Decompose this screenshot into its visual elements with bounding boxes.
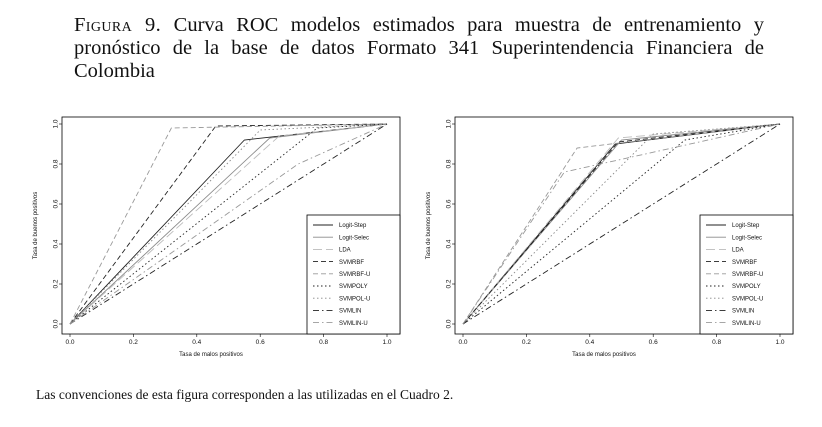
y-tick-label: 0.8 xyxy=(445,159,453,169)
y-tick-label: 0.6 xyxy=(52,199,60,209)
figure-caption-text: Curva ROC modelos estimados para muestra de entrenamiento y pronóstico de la base de datos Formato 341 Superintendencia Financiera de Colombia xyxy=(74,14,765,82)
legend-entry: LDA xyxy=(339,247,351,254)
x-axis-label: Tasa de malos positivos xyxy=(572,352,636,358)
legend-entry: LDA xyxy=(732,247,744,254)
x-tick-label: 0.6 xyxy=(648,339,658,346)
x-tick-label: 0.2 xyxy=(128,339,138,346)
y-tick-label: 0.4 xyxy=(445,239,453,249)
figure-caption xyxy=(74,14,764,83)
legend-entry: SVMPOL-U xyxy=(339,296,371,303)
legend-entry: SVMRBF-U xyxy=(732,272,764,278)
legend-entry: SVMPOL-U xyxy=(732,296,764,303)
legend-entry: SVMLIN-U xyxy=(339,320,368,327)
x-tick-label: 0.0 xyxy=(65,339,75,346)
legend-entry: Logit-Selec xyxy=(339,235,370,242)
legend-entry: SVMPOLY xyxy=(339,284,368,291)
x-axis-label: Tasa de malos positivos xyxy=(179,352,243,358)
y-tick-label: 0.0 xyxy=(445,319,453,329)
legend-entry: SVMLIN xyxy=(339,308,362,315)
x-tick-label: 0.2 xyxy=(521,339,531,346)
x-tick-label: 0.4 xyxy=(192,339,202,346)
y-tick-label: 1.0 xyxy=(445,119,453,129)
x-tick-label: 0.8 xyxy=(712,339,722,346)
y-tick-label: 0.4 xyxy=(52,239,60,249)
legend-entry: Logit-Step xyxy=(732,223,760,230)
y-tick-label: 1.0 xyxy=(52,119,60,129)
legend-entry: Logit-Step xyxy=(339,223,367,230)
y-tick-label: 0.2 xyxy=(445,279,453,289)
x-tick-label: 0.4 xyxy=(585,339,595,346)
y-axis-label: Tasa de buenos positivos xyxy=(33,191,39,260)
y-axis-label: Tasa de buenos positivos xyxy=(426,191,432,260)
x-tick-label: 1.0 xyxy=(775,339,785,346)
legend-entry: SVMPOLY xyxy=(732,284,761,291)
figure-label: Figura 9. xyxy=(74,14,162,36)
y-tick-label: 0.0 xyxy=(52,319,60,329)
x-tick-label: 0.6 xyxy=(255,339,265,346)
legend-entry: SVMRBF xyxy=(732,259,758,266)
legend-entry: SVMRBF-U xyxy=(339,272,371,278)
y-tick-label: 0.8 xyxy=(52,159,60,169)
y-tick-label: 0.6 xyxy=(445,199,453,209)
y-tick-label: 0.2 xyxy=(52,279,60,289)
x-tick-label: 0.8 xyxy=(319,339,329,346)
legend-entry: SVMRBF xyxy=(339,259,365,266)
roc-chart-training xyxy=(32,112,402,362)
legend-entry: Logit-Selec xyxy=(732,235,763,242)
roc-chart-forecast xyxy=(425,112,795,362)
figure-footnote: Las convenciones de esta figura corresponden a las utilizadas en el Cuadro 2. xyxy=(36,387,454,402)
legend-entry: SVMLIN xyxy=(732,308,755,315)
x-tick-label: 1.0 xyxy=(382,339,392,346)
x-tick-label: 0.0 xyxy=(458,339,468,346)
legend-entry: SVMLIN-U xyxy=(732,320,761,327)
